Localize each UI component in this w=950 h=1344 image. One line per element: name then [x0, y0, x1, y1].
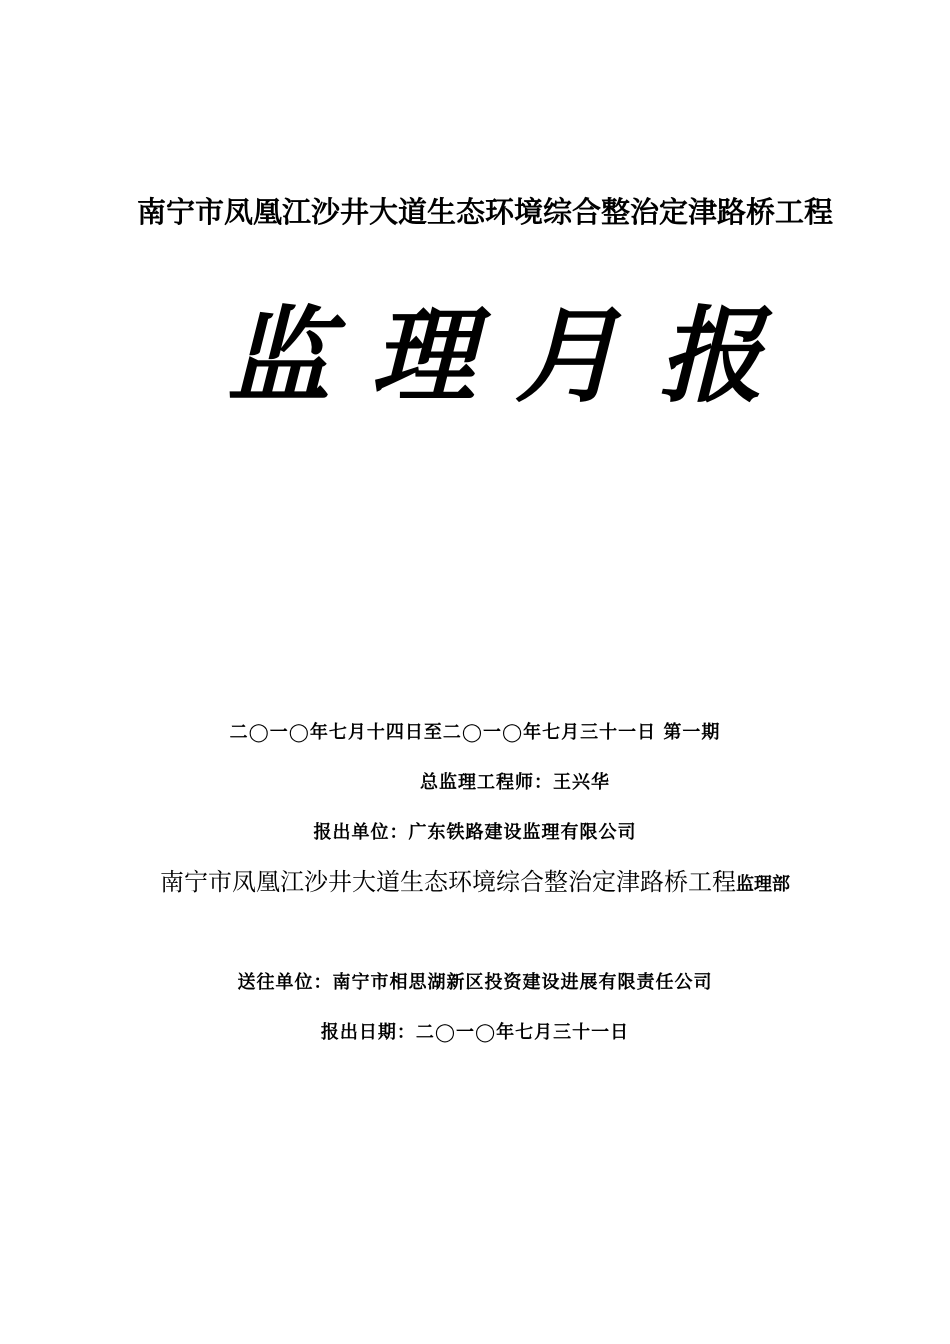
report-title: 监理月报	[226, 294, 803, 417]
chief-engineer: 总监理工程师：王兴华	[420, 772, 610, 793]
recipient-unit: 送往单位：南宁市相思湖新区投资建设进展有限责任公司	[237, 972, 713, 993]
department-name: 南宁市凤凰江沙井大道生态环境综合整治定津路桥工程	[160, 868, 736, 896]
project-title: 南宁市凤凰江沙井大道生态环境综合整治定津路桥工程	[136, 195, 833, 229]
report-period: 二◯一◯年七月十四日至二◯一◯年七月三十一日 第一期	[229, 722, 721, 743]
report-date: 报出日期：二◯一◯年七月三十一日	[320, 1022, 630, 1043]
department-suffix: 监理部	[736, 874, 790, 895]
reporting-unit: 报出单位：广东铁路建设监理有限公司	[313, 822, 637, 843]
supervision-department	[0, 862, 950, 897]
